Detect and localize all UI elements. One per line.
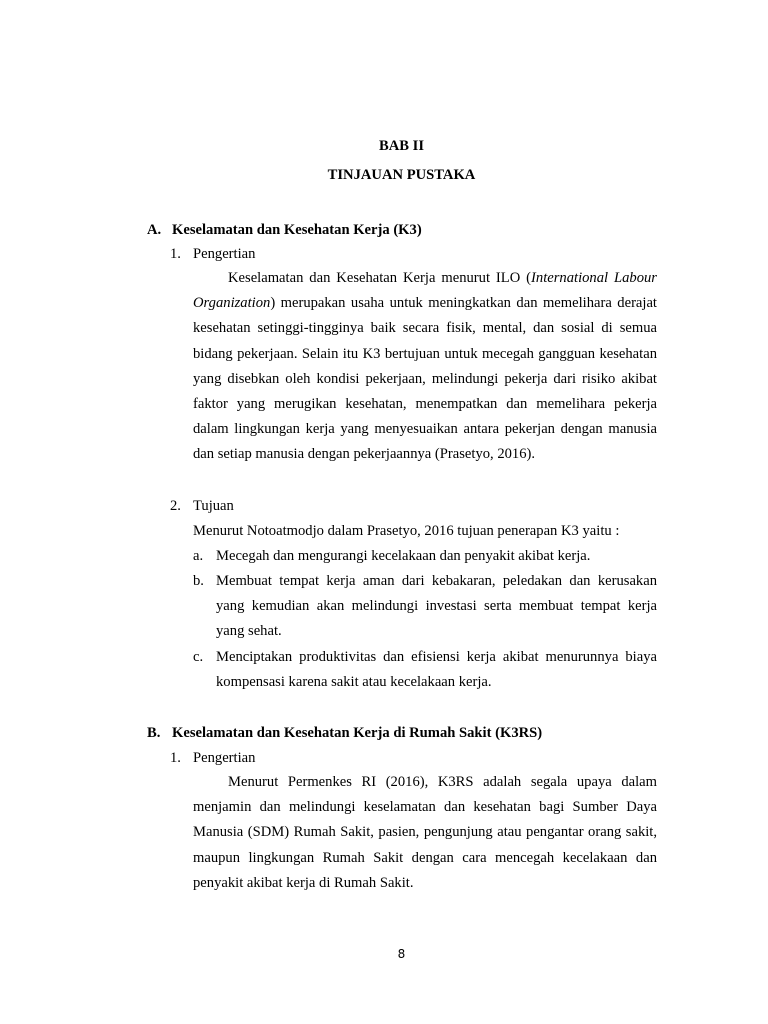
item-number: 1. xyxy=(170,750,181,766)
list-item xyxy=(193,569,657,645)
paragraph-text-end: ) merupakan usaha untuk meningkatkan dan memelihara derajat kesehatan setinggi-tingginya baik secara fisik, mental, dan sosial di semua bidang pekerjaan. Selain itu K3 bertujuan untuk mecegah gangguan kesehatan yang disebkan oleh kondisi pekerjaan, melindungi pekerja dari risiko akibat faktor yang merugikan kesehatan, menempatkan dan memelihara pekerja dalam lingkungan kerja yang menyesuaikan antara pekerjan dengan manusia dan setiap manusia dengan pekerjaannya (Prasetyo, 2016). xyxy=(193,295,657,463)
section-a-item-2 xyxy=(170,498,234,515)
list-item xyxy=(193,645,657,695)
section-b-label: B. xyxy=(147,725,161,741)
page-number: 8 xyxy=(397,947,406,961)
section-a-label: A. xyxy=(147,222,162,238)
section-a-title: Keselamatan dan Kesehatan Kerja (K3) xyxy=(172,222,422,238)
k3rs-definition-paragraph: Menurut Permenkes RI (2016), K3RS adalah segala upaya dalam menjamin dan melindungi keselamatan dan kesehatan bagi Sumber Daya Manusia (SDM) Rumah Sakit, pasien, pengunjung atau pengantar orang sakit, maupun lingkungan Rumah Sakit dengan cara mencegah kecelakaan dan penyakit akibat kerja di Rumah Sakit. xyxy=(193,774,657,891)
paragraph-italic-term: International Labour Organization xyxy=(193,270,657,312)
tujuan-intro: Menurut Notoatmodjo dalam Prasetyo, 2016 tujuan penerapan K3 yaitu : xyxy=(193,523,620,539)
item-title: Pengertian xyxy=(193,246,256,262)
list-text: Mecegah dan mengurangi kecelakaan dan penyakit akibat kerja. xyxy=(216,548,591,564)
section-b-title: Keselamatan dan Kesehatan Kerja di Rumah Sakit (K3RS) xyxy=(172,725,543,741)
item-number: 2. xyxy=(170,498,181,514)
k3-definition-paragraph xyxy=(193,266,657,468)
list-letter: a. xyxy=(193,548,204,564)
section-b-heading xyxy=(147,725,542,742)
item-number: 1. xyxy=(170,246,181,262)
chapter-title: TINJAUAN PUSTAKA xyxy=(327,167,476,183)
paragraph-text-start: Keselamatan dan Kesehatan Kerja menurut ILO ( xyxy=(228,270,532,286)
chapter-number: BAB II xyxy=(378,138,424,154)
section-a-item-1 xyxy=(170,246,255,263)
item-title: Tujuan xyxy=(193,498,234,514)
list-letter: c. xyxy=(193,649,204,665)
section-b-item-1 xyxy=(170,750,255,767)
item-title: Pengertian xyxy=(193,750,256,766)
list-letter: b. xyxy=(193,573,204,589)
list-item xyxy=(193,544,657,569)
section-a-heading xyxy=(147,222,422,239)
list-text: Menciptakan produktivitas dan efisiensi kerja akibat menurunnya biaya kompensasi karena sakit atau kecelakaan kerja. xyxy=(216,649,657,691)
list-text: Membuat tempat kerja aman dari kebakaran, peledakan dan kerusakan yang kemudian akan melindungi investasi serta membuat tempat kerja yang sehat. xyxy=(216,573,657,640)
